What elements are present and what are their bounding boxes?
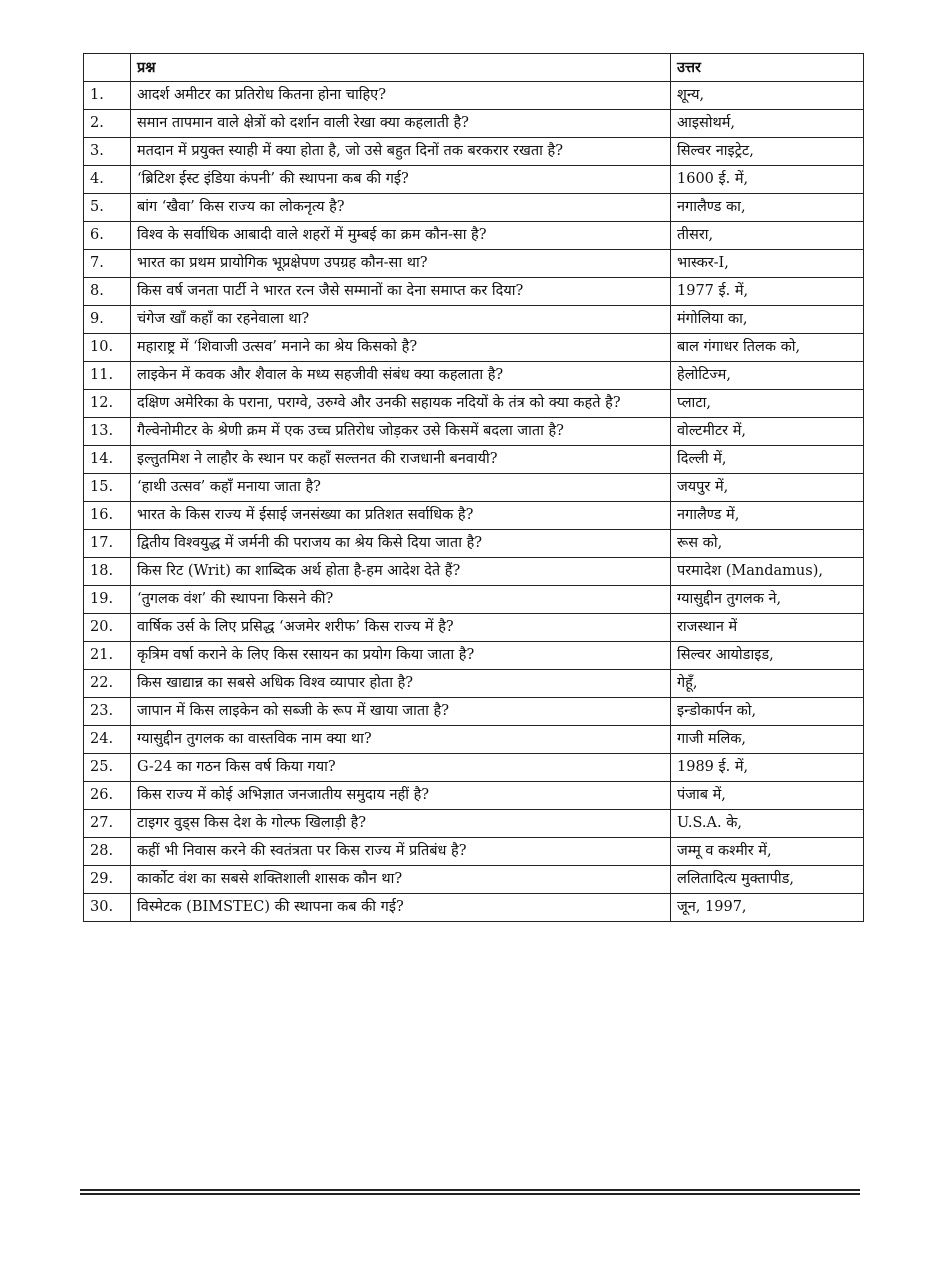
answer-cell: गेहूँ, [671,670,864,698]
row-number: 23. [84,698,131,726]
answer-cell: दिल्ली में, [671,446,864,474]
question-cell: कहीं भी निवास करने की स्वतंत्रता पर किस राज्य में प्रतिबंध है? [131,838,671,866]
answer-cell: सिल्वर आयोडाइड, [671,642,864,670]
table-body [84,82,864,922]
answer-cell: पंजाब में, [671,782,864,810]
table-row [84,138,864,166]
table-row [84,866,864,894]
table-row [84,474,864,502]
row-number: 28. [84,838,131,866]
answer-cell: U.S.A. के, [671,810,864,838]
table-row [84,670,864,698]
table-row [84,222,864,250]
table-row [84,614,864,642]
question-cell: कृत्रिम वर्षा कराने के लिए किस रसायन का प्रयोग किया जाता है? [131,642,671,670]
table-row [84,810,864,838]
row-number: 2. [84,110,131,138]
table-row [84,82,864,110]
row-number: 21. [84,642,131,670]
table-row [84,642,864,670]
question-cell: ‘हाथी उत्सव’ कहाँ मनाया जाता है? [131,474,671,502]
table-row [84,838,864,866]
row-number: 6. [84,222,131,250]
row-number: 10. [84,334,131,362]
row-number: 13. [84,418,131,446]
row-number: 22. [84,670,131,698]
table-row [84,502,864,530]
answer-cell: 1989 ई. में, [671,754,864,782]
question-cell: किस रिट (Writ) का शाब्दिक अर्थ होता है-हम आदेश देते हैं? [131,558,671,586]
header-answer: उत्तर [671,54,864,82]
question-cell: भारत के किस राज्य में ईसाई जनसंख्या का प्रतिशत सर्वाधिक है? [131,502,671,530]
question-cell: टाइगर वुड्स किस देश के गोल्फ खिलाड़ी है? [131,810,671,838]
answer-cell: 1600 ई. में, [671,166,864,194]
row-number: 29. [84,866,131,894]
question-cell: लाइकेन में कवक और शैवाल के मध्य सहजीवी संबंध क्या कहलाता है? [131,362,671,390]
row-number: 11. [84,362,131,390]
answer-cell: गाजी मलिक, [671,726,864,754]
question-cell: आदर्श अमीटर का प्रतिरोध कितना होना चाहिए? [131,82,671,110]
table-row [84,166,864,194]
answer-cell: जून, 1997, [671,894,864,922]
table-row [84,418,864,446]
footer-double-rule [80,1189,860,1195]
question-cell: जापान में किस लाइकेन को सब्जी के रूप में खाया जाता है? [131,698,671,726]
question-cell: गैल्वेनोमीटर के श्रेणी क्रम में एक उच्च प्रतिरोध जोड़कर उसे किसमें बदला जाता है? [131,418,671,446]
answer-cell: प्लाटा, [671,390,864,418]
table-row [84,530,864,558]
row-number: 20. [84,614,131,642]
question-cell: इल्तुतमिश ने लाहौर के स्थान पर कहाँ सल्तनत की राजधानी बनवायी? [131,446,671,474]
question-cell: समान तापमान वाले क्षेत्रों को दर्शान वाली रेखा क्या कहलाती है? [131,110,671,138]
table-header-row [84,54,864,82]
question-cell: बांग ‘खैवा’ किस राज्य का लोकनृत्य है? [131,194,671,222]
question-cell: मतदान में प्रयुक्त स्याही में क्या होता है, जो उसे बहुत दिनों तक बरकरार रखता है? [131,138,671,166]
question-cell: दक्षिण अमेरिका के पराना, पराग्वे, उरुग्वे और उनकी सहायक नदियों के तंत्र को क्या कहते है? [131,390,671,418]
answer-cell: सिल्वर नाइट्रेट, [671,138,864,166]
question-cell: कार्कोट वंश का सबसे शक्तिशाली शासक कौन था? [131,866,671,894]
answer-cell: तीसरा, [671,222,864,250]
answer-cell: शून्य, [671,82,864,110]
row-number: 18. [84,558,131,586]
table-row [84,110,864,138]
table-row [84,726,864,754]
row-number: 24. [84,726,131,754]
row-number: 17. [84,530,131,558]
row-number: 15. [84,474,131,502]
question-cell: भारत का प्रथम प्रायोगिक भूप्रक्षेपण उपग्रह कौन-सा था? [131,250,671,278]
row-number: 27. [84,810,131,838]
question-cell: विस्मेटक (BIMSTEC) की स्थापना कब की गई? [131,894,671,922]
question-cell: ग्यासुद्दीन तुगलक का वास्तविक नाम क्या था? [131,726,671,754]
header-number [84,54,131,82]
row-number: 14. [84,446,131,474]
qa-table [83,53,864,922]
question-cell: ‘तुगलक वंश’ की स्थापना किसने की? [131,586,671,614]
answer-cell: राजस्थान में [671,614,864,642]
answer-cell: इन्डोकार्पन को, [671,698,864,726]
row-number: 12. [84,390,131,418]
row-number: 1. [84,82,131,110]
answer-cell: ललितादित्य मुक्तापीड, [671,866,864,894]
row-number: 30. [84,894,131,922]
table-row [84,558,864,586]
table-row [84,754,864,782]
table-row [84,306,864,334]
question-cell: चंगेज खाँ कहाँ का रहनेवाला था? [131,306,671,334]
question-cell: महाराष्ट्र में ‘शिवाजी उत्सव’ मनाने का श्रेय किसको है? [131,334,671,362]
answer-cell: हेलोटिज्म, [671,362,864,390]
question-cell: G-24 का गठन किस वर्ष किया गया? [131,754,671,782]
question-cell: किस खाद्यान्न का सबसे अधिक विश्व व्यापार होता है? [131,670,671,698]
row-number: 8. [84,278,131,306]
table-row [84,446,864,474]
question-cell: वार्षिक उर्स के लिए प्रसिद्ध ‘अजमेर शरीफ’ किस राज्य में है? [131,614,671,642]
answer-cell: जयपुर में, [671,474,864,502]
question-cell: ‘ब्रिटिश ईस्ट इंडिया कंपनी’ की स्थापना कब की गई? [131,166,671,194]
question-cell: किस वर्ष जनता पार्टी ने भारत रत्न जैसे सम्मानों का देना समाप्त कर दिया? [131,278,671,306]
answer-cell: मंगोलिया का, [671,306,864,334]
table-row [84,278,864,306]
answer-cell: 1977 ई. में, [671,278,864,306]
answer-cell: वोल्टमीटर में, [671,418,864,446]
answer-cell: भास्कर-I, [671,250,864,278]
row-number: 16. [84,502,131,530]
answer-cell: परमादेश (Mandamus), [671,558,864,586]
table-row [84,390,864,418]
answer-cell: जम्मू व कश्मीर में, [671,838,864,866]
row-number: 25. [84,754,131,782]
table-row [84,586,864,614]
answer-cell: नगालैण्ड में, [671,502,864,530]
table-row [84,362,864,390]
row-number: 26. [84,782,131,810]
row-number: 4. [84,166,131,194]
question-cell: द्वितीय विश्वयुद्ध में जर्मनी की पराजय का श्रेय किसे दिया जाता है? [131,530,671,558]
table-row [84,782,864,810]
answer-cell: रूस को, [671,530,864,558]
row-number: 7. [84,250,131,278]
table-row [84,894,864,922]
table-row [84,250,864,278]
answer-cell: ग्यासुद्दीन तुगलक ने, [671,586,864,614]
table-row [84,698,864,726]
question-cell: विश्व के सर्वाधिक आबादी वाले शहरों में मुम्बई का क्रम कौन-सा है? [131,222,671,250]
table-row [84,194,864,222]
row-number: 5. [84,194,131,222]
question-cell: किस राज्य में कोई अभिज्ञात जनजातीय समुदाय नहीं है? [131,782,671,810]
row-number: 19. [84,586,131,614]
answer-cell: आइसोथर्म, [671,110,864,138]
answer-cell: नगालैण्ड का, [671,194,864,222]
answer-cell: बाल गंगाधर तिलक को, [671,334,864,362]
header-question: प्रश्न [131,54,671,82]
row-number: 9. [84,306,131,334]
row-number: 3. [84,138,131,166]
table-row [84,334,864,362]
